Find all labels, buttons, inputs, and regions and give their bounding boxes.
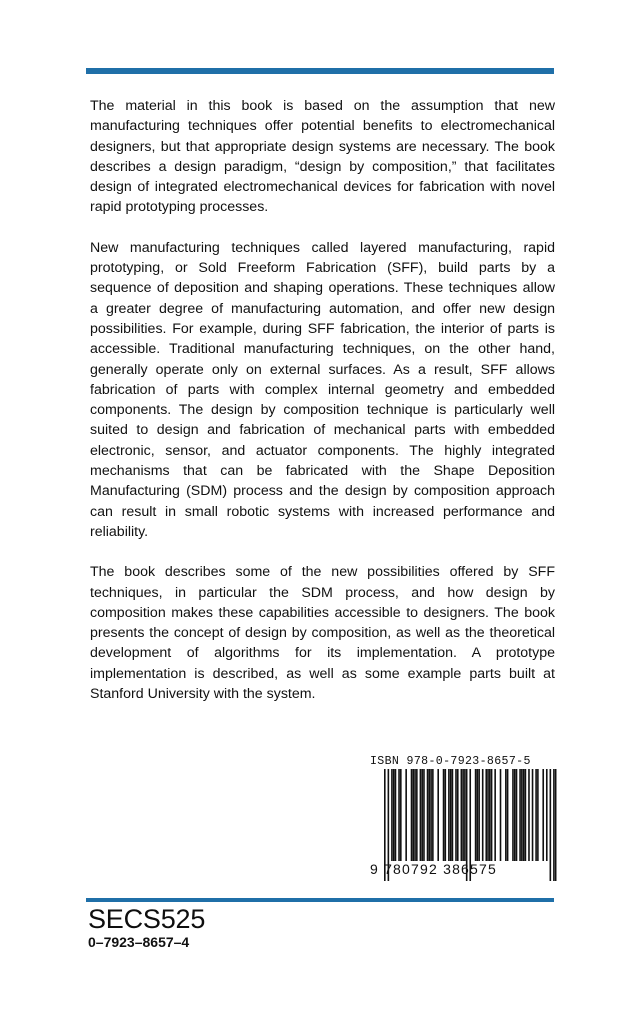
barcode-bar [443,769,445,861]
barcode-bar [400,769,402,861]
barcode-bar [482,769,484,861]
barcode-block [370,755,558,877]
barcode-bar [416,769,418,861]
barcode-bar [542,769,544,861]
barcode-bar [475,769,477,861]
blurb-paragraph: The book describes some of the new possibilities offered by SFF techniques, in particular the SDM process, and how design by composition makes these capabilities accessible to designers. The book presents the concept of design by composition, as well as the theoretical development of algorithms for its implementation. A prototype implementation is described, as well as some example parts built at Stanford University with the system. [90,564,555,703]
barcode-bar [457,769,459,861]
barcode-bar [491,769,493,861]
back-cover-blurb [90,96,555,724]
barcode-bar [528,769,530,861]
barcode-bar [514,769,516,861]
barcode-bar [411,769,413,861]
series-isbn: 0–7923–8657–4 [88,934,190,950]
barcode-bar [477,769,479,861]
barcode-bar [430,769,432,861]
barcode-bar [427,769,429,861]
barcode-bar [489,769,491,861]
barcode-bar [519,769,521,861]
barcode-bar [452,769,454,861]
barcode-bar [507,769,509,861]
barcode-bar [412,769,414,861]
blurb-paragraph: The material in this book is based on the assumption that new manufacturing techniques offer potential benefits to electromechanical designers, but that appropriate design systems are necessary. The book describes a design paradigm, “design by composition,” that facilitates design of integrated electromechanical devices for fabrication with novel rapid prototyping processes. [90,98,555,216]
barcode-bar [445,769,447,861]
barcode-bar [393,769,395,861]
barcode-bar [398,769,400,861]
barcode-bar [461,769,463,861]
barcode-bar [462,769,464,861]
bottom-rule [86,898,554,902]
barcode-bar [523,769,525,861]
barcode-bar [478,769,480,861]
barcode-bar [505,769,507,861]
barcode-digits: 9 780792 386575 [370,861,497,877]
barcode-bar [450,769,452,861]
series-code: SECS525 [88,904,206,934]
barcode-bar [455,769,457,861]
barcode-bar [546,769,548,861]
barcode-bar [405,769,407,861]
barcode-bar [421,769,423,861]
barcode-bar [516,769,518,861]
barcode-bar [432,769,434,861]
barcode-bar [391,769,393,861]
barcode-bar [512,769,514,861]
barcode-bar [429,769,431,861]
barcode-bar [414,769,416,861]
barcode-bar [423,769,425,861]
barcode-bar [487,769,489,861]
barcode-bar [464,769,466,861]
barcode-bar [437,769,439,861]
barcode-bar [535,769,537,861]
top-rule [86,68,554,74]
barcode-bar [521,769,523,861]
barcode-bar [525,769,527,861]
barcode-bar [532,769,534,861]
barcode-bar [537,769,539,861]
barcode-bar [448,769,450,861]
barcode-bar [500,769,502,861]
blurb-paragraph: New manufacturing techniques called layered manufacturing, rapid prototyping, or Sold Freeform Fabrication (SFF), build parts by a sequence of deposition and shaping operations. These techniques allow a greater degree of manufacturing automation, and offer new design possibilities. For example, during SFF fabrication, the interior of parts is accessible. Traditional manufacturing techniques, on the other hand, generally operate only on external surfaces. As a result, SFF allows fabrication of parts with complex internal geometry and embedded components. The design by composition technique is particularly well suited to design and fabrication of mechanical parts with embedded electronic, sensor, and actuator components. The highly integrated mechanisms that can be fabricated with the Shape Deposition Manufacturing (SDM) process and the design by composition approach can result in small robotic systems with increased performance and reliability. [90,239,555,540]
isbn-label: ISBN 978-0-7923-8657-5 [370,755,531,768]
barcode-bar [420,769,422,861]
barcode-bar [395,769,397,861]
barcode-bar [485,769,487,861]
barcode-bar [494,769,496,861]
